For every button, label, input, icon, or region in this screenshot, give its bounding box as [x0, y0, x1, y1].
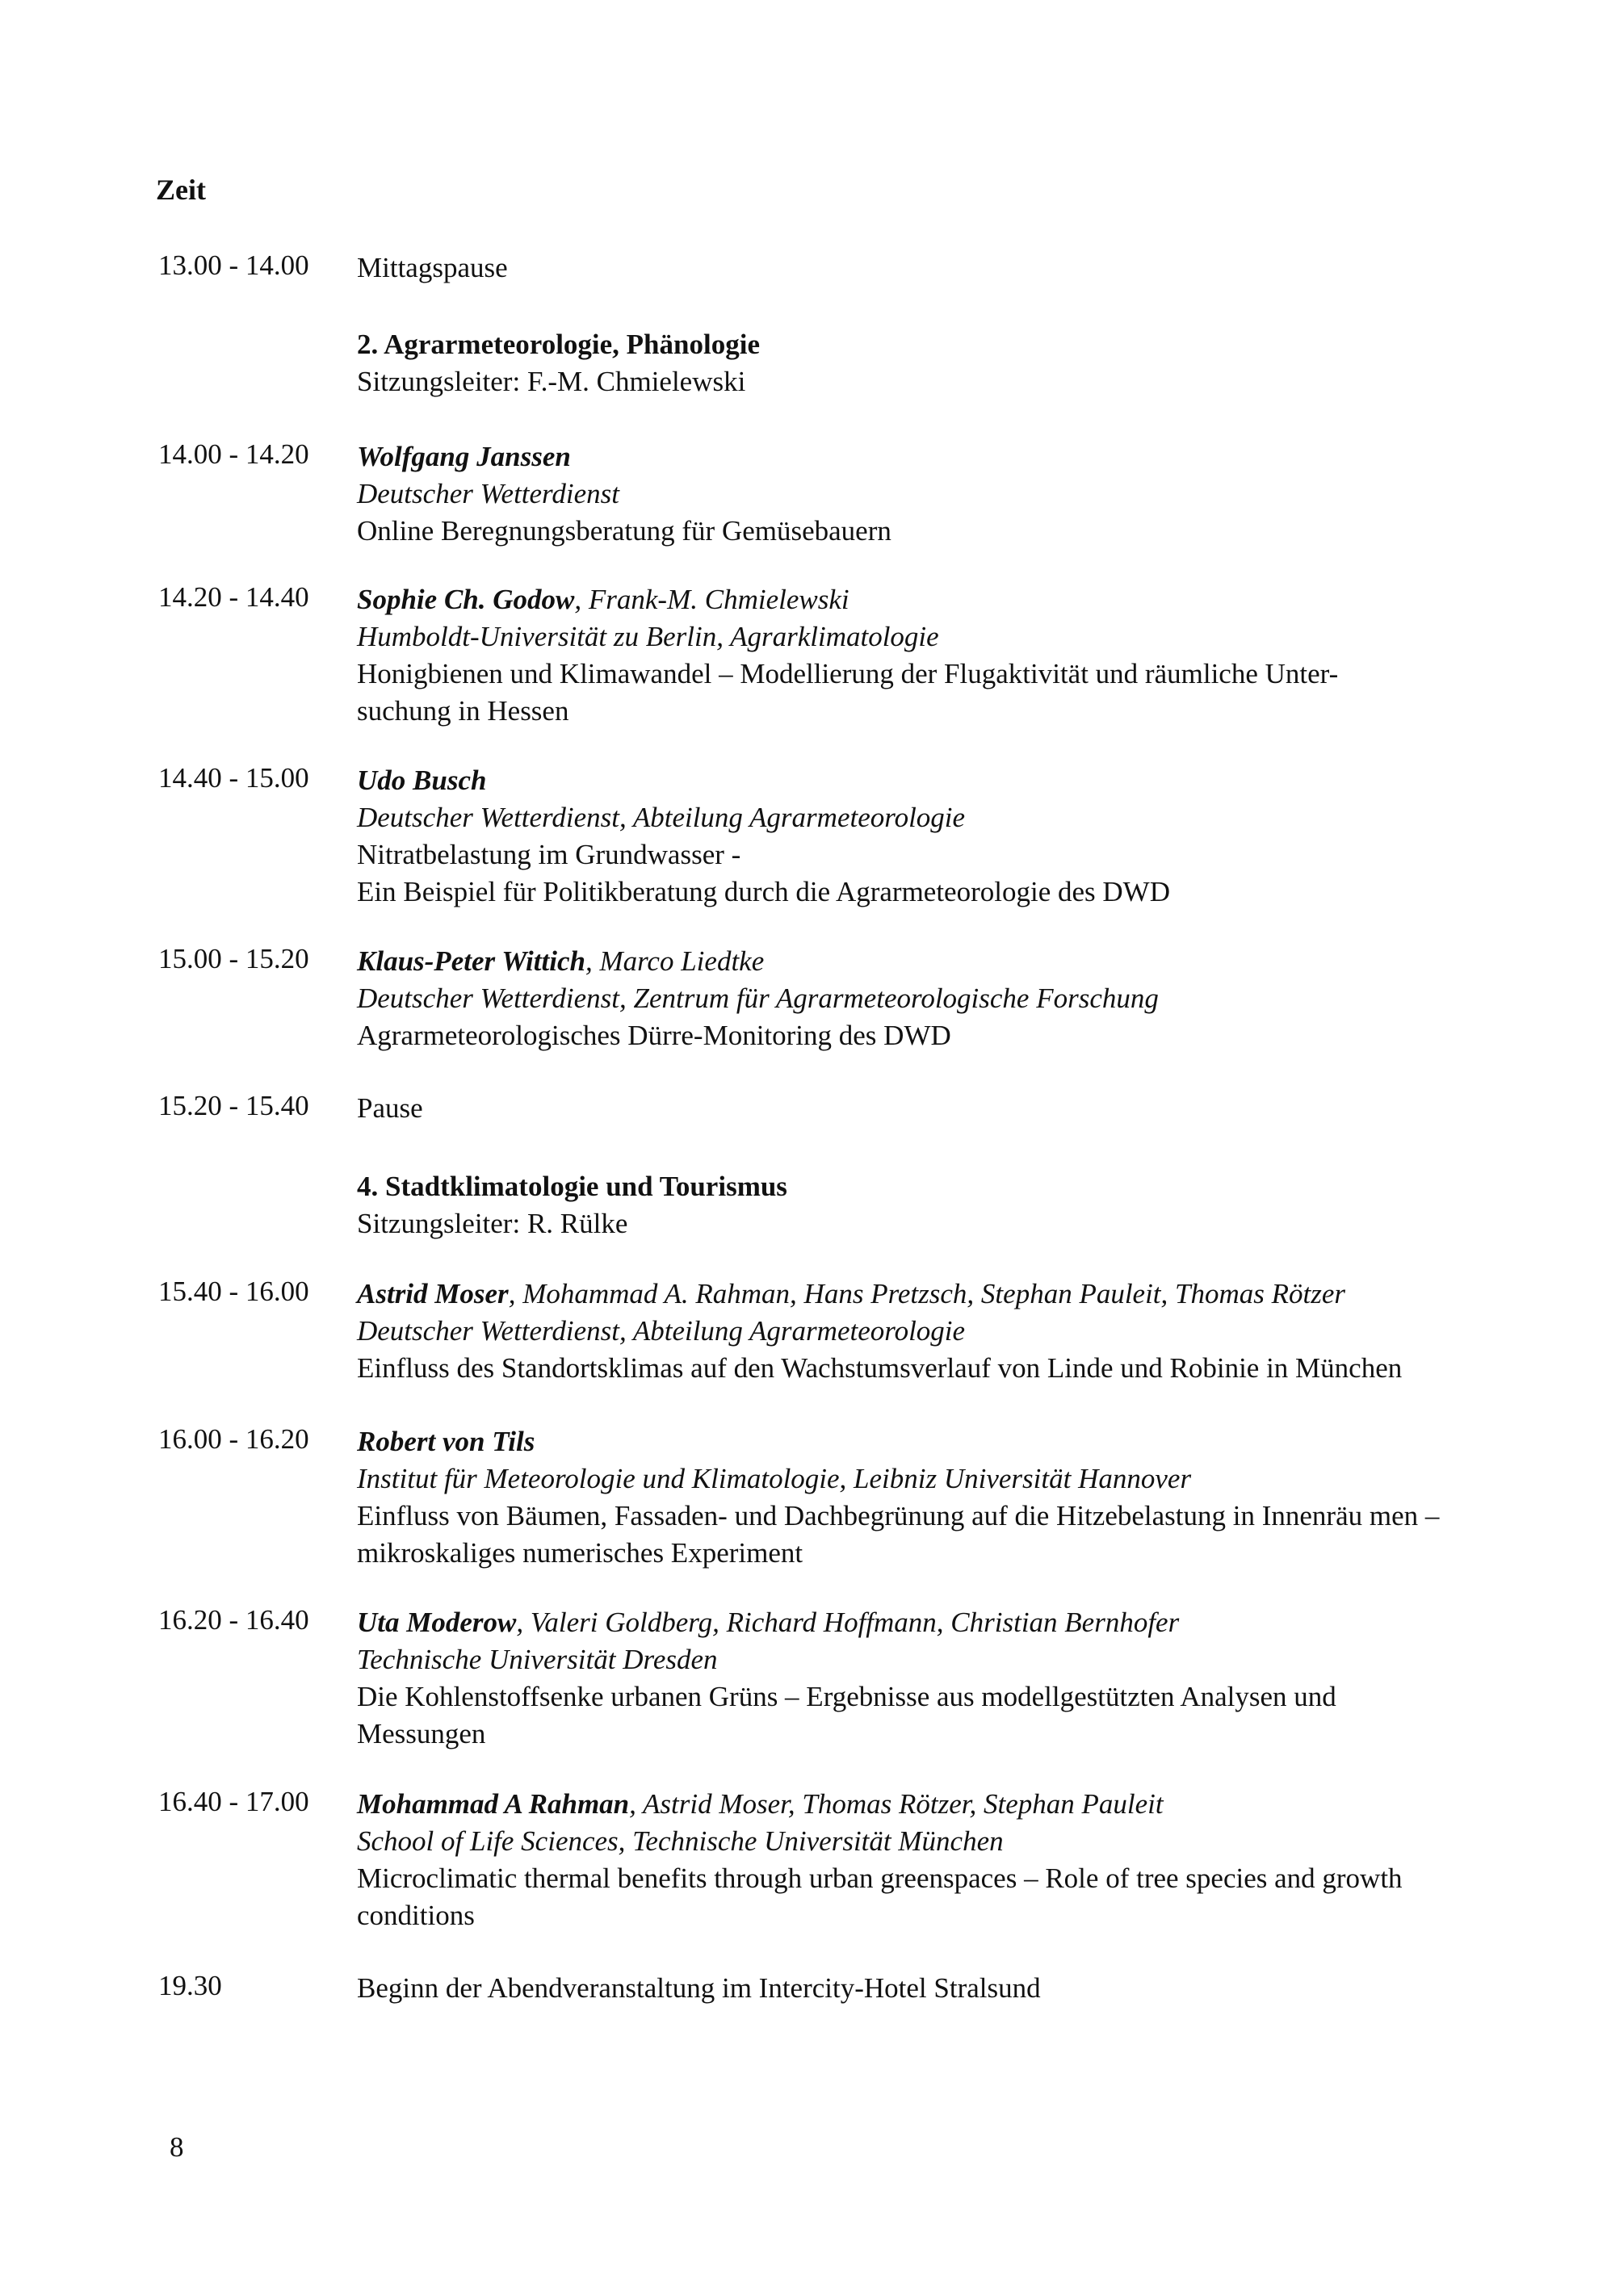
coauthors: , Frank-M. Chmielewski: [574, 584, 849, 615]
affiliation: School of Life Sciences, Technische Universität München: [357, 1825, 1004, 1857]
entry-time: 14.40 - 15.00: [158, 762, 309, 794]
talk-title: Microclimatic thermal benefits through urban greenspaces – Role of tree species and growth conditions: [357, 1862, 1403, 1931]
entry-time: 19.30: [158, 1970, 222, 2001]
presenter-name: Klaus-Peter Wittich: [357, 945, 585, 977]
page-number: 8: [170, 2131, 184, 2163]
coauthors: , Valeri Goldberg, Richard Hoffmann, Christian Bernhofer: [516, 1607, 1180, 1638]
session-chair: Sitzungsleiter: F.-M. Chmielewski: [357, 366, 746, 397]
talk-title: Honigbienen und Klimawandel – Modellierung der Flugaktivität und räumliche Unter-suchung in Hessen: [357, 658, 1339, 727]
talk-title: Einfluss von Bäumen, Fassaden- und Dachbegrünung auf die Hitzebelastung in Innenräu men – mikroskaliges numerisches Experiment: [357, 1500, 1440, 1569]
coauthors: , Astrid Moser, Thomas Rötzer, Stephan Pauleit: [629, 1788, 1164, 1820]
entry-time: 16.40 - 17.00: [158, 1786, 309, 1817]
presenter-name: Robert von Tils: [357, 1426, 535, 1457]
entry-body: [357, 249, 1504, 287]
talk-title-line-1: Nitratbelastung im Grundwasser -: [357, 839, 741, 870]
affiliation: Humboldt-Universität zu Berlin, Agrarklimatologie: [357, 621, 939, 652]
entry-text: Beginn der Abendveranstaltung im Intercity-Hotel Stralsund: [357, 1972, 1041, 2004]
session-title: 4. Stadtklimatologie und Tourismus: [357, 1171, 787, 1202]
entry-time: 15.00 - 15.20: [158, 943, 309, 974]
talk-title: Online Beregnungsberatung für Gemüsebauern: [357, 515, 891, 547]
talk-title-line-2: Ein Beispiel für Politikberatung durch die Agrarmeteorologie des DWD: [357, 876, 1170, 907]
entry-text: Pause: [357, 1092, 423, 1124]
presenter-name: Uta Moderow: [357, 1607, 517, 1638]
affiliation: Deutscher Wetterdienst: [357, 478, 619, 509]
affiliation: Deutscher Wetterdienst, Zentrum für Agrarmeteorologische Forschung: [357, 983, 1159, 1014]
entry-text: Mittagspause: [357, 252, 508, 283]
coauthors: , Marco Liedtke: [585, 945, 765, 977]
entry-time: 14.00 - 14.20: [158, 438, 309, 470]
talk-title: Agrarmeteorologisches Dürre-Monitoring des DWD: [357, 1020, 951, 1051]
session-chair: Sitzungsleiter: R. Rülke: [357, 1208, 628, 1239]
presenter-name: Wolfgang Janssen: [357, 441, 571, 472]
talk-title: Die Kohlenstoffsenke urbanen Grüns – Ergebnisse aus modellgestützten Analysen und Messungen: [357, 1681, 1336, 1749]
affiliation: Technische Universität Dresden: [357, 1644, 718, 1675]
talk-title: Einfluss des Standortsklimas auf den Wachstumsverlauf von Linde und Robinie in München: [357, 1352, 1403, 1384]
presenter-name: Udo Busch: [357, 765, 487, 796]
affiliation: Institut für Meteorologie und Klimatologie, Leibniz Universität Hannover: [357, 1463, 1192, 1494]
entry-time: 16.20 - 16.40: [158, 1604, 309, 1636]
entry-time: 15.40 - 16.00: [158, 1276, 309, 1307]
session-title: 2. Agrarmeteorologie, Phänologie: [357, 329, 760, 360]
presenter-name: Mohammad A Rahman: [357, 1788, 630, 1820]
entry-time: 15.20 - 15.40: [158, 1090, 309, 1121]
presenter-name: Astrid Moser: [357, 1278, 509, 1309]
affiliation: Deutscher Wetterdienst, Abteilung Agrarmeteorologie: [357, 1315, 966, 1347]
entry-time: 16.00 - 16.20: [158, 1423, 309, 1455]
entry-time: 13.00 - 14.00: [158, 249, 309, 281]
presenter-name: Sophie Ch. Godow: [357, 584, 575, 615]
coauthors: , Mohammad A. Rahman, Hans Pretzsch, Stephan Pauleit, Thomas Rötzer: [508, 1278, 1346, 1309]
column-header-zeit: Zeit: [156, 174, 206, 206]
affiliation: Deutscher Wetterdienst, Abteilung Agrarmeteorologie: [357, 802, 966, 833]
entry-time: 14.20 - 14.40: [158, 581, 309, 613]
